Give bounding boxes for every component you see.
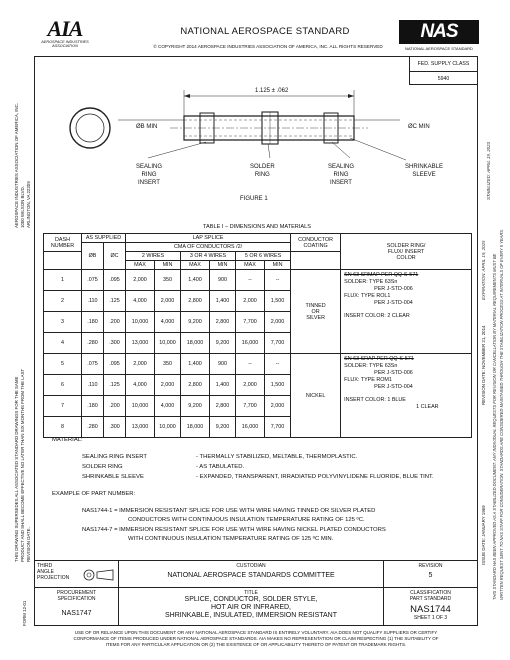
stabilized-note-2: WRITTEN REQUEST SENT TO NAS STAFF FOR CONSIDERATION. STANDARDS ARE CONSIDERED MAINTAINED THROUGH THE STABILIZATION PROCESS AT INTERVALS OF EVERY 5 YEARS. (499, 228, 504, 600)
stabilized-note-1: THIS STANDARD HAS BEEN APPROVED AS A STABILIZED DOCUMENT. ANY INDIVIDUAL REQUESTS FOR REVISION OR CANCELLATION BY MATERIAL REQUIREMENTS MUST BE (492, 253, 497, 600)
header-2-wires: 2 WIRES (126, 252, 181, 261)
table-cell-c: .125 (104, 375, 126, 396)
nas-logo (399, 20, 479, 51)
solder-spec-line: PER J-STD-006 (374, 286, 413, 292)
table-cell-m5x: 16,000 (236, 333, 265, 354)
table-cell-m3n: 900 (210, 354, 236, 375)
coating-cell: TINNED OR SILVER (291, 270, 341, 354)
table-cell-c: .200 (104, 312, 126, 333)
solder-ring-cell (341, 354, 472, 438)
table-cell-m5x: -- (236, 354, 265, 375)
table-cell-b: .280 (82, 417, 104, 438)
table-cell-b: .110 (82, 291, 104, 312)
table-cell-m3x: 2,800 (181, 375, 210, 396)
material-item-desc: - EXPANDED, TRANSPARENT, IRRADIATED POLYVINYLIDENE FLUORIDE, BLUE TINT. (196, 474, 434, 480)
header-lap-splice: LAP SPLICE (126, 234, 291, 243)
procurement-spec: NAS1747 (61, 610, 92, 617)
material-heading: MATERIAL: (52, 437, 83, 443)
page-title: NATIONAL AEROSPACE STANDARD (180, 26, 350, 37)
header-oc: ØC (104, 243, 126, 270)
table-cell-m5n: 1,500 (265, 291, 291, 312)
table-cell-dash: 6 (44, 375, 82, 396)
table-title: TABLE I – DIMENSIONS AND MATERIALS (203, 224, 311, 230)
sealing-ring-insert-label: SEALING RING INSERT (136, 164, 163, 186)
table-cell-c: .200 (104, 396, 126, 417)
solder-spec-line: INSERT COLOR: 1 BLUE (344, 397, 406, 403)
aia-logo-mark: AIA (47, 16, 83, 41)
table-cell-m3n: 2,800 (210, 396, 236, 417)
table-cell-c: .095 (104, 354, 126, 375)
table-cell-dash: 4 (44, 333, 82, 354)
dimension-label: 1.125 ± .062 (255, 88, 289, 94)
table-cell-b: .110 (82, 375, 104, 396)
aia-logo (36, 18, 94, 49)
sealing-ring-label: SEALING RING INSERT (328, 164, 355, 186)
header-dash: DASH NUMBER (44, 234, 82, 252)
table-cell-b: .280 (82, 333, 104, 354)
table-cell-dash: 3 (44, 312, 82, 333)
table-cell-m5x: 2,000 (236, 291, 265, 312)
coating-cell: NICKEL (291, 354, 341, 438)
example-2-line-2: WITH CONTINUOUS INSULATION TEMPERATURE RATING OF 125 ºC MIN. (128, 536, 334, 542)
revision-cell: REVISION 5 (383, 560, 478, 588)
form-number: FORM 12-01 (22, 600, 27, 626)
custodian: NATIONAL AEROSPACE STANDARDS COMMITTEE (167, 572, 335, 579)
solder-spec-line: 1 CLEAR (416, 404, 439, 410)
header-max: MAX (236, 261, 265, 270)
revision: 5 (428, 572, 433, 579)
table-cell-m2n: 4,000 (155, 396, 181, 417)
table-body (44, 270, 472, 438)
table-row (44, 270, 472, 291)
custodian-cell: CUSTODIAN NATIONAL AEROSPACE STANDARDS COMMITTEE (118, 560, 384, 588)
solder-spec-line: PER J-STD-006 (374, 370, 413, 376)
projection-cell: THIRD ANGLE PROJECTION (34, 560, 119, 588)
table-cell-m3n: 1,400 (210, 291, 236, 312)
table-cell-m2n: 350 (155, 270, 181, 291)
table-cell-m2n: 10,000 (155, 333, 181, 354)
table-cell-m2x: 2,000 (126, 270, 155, 291)
solder-spec-line: SN 63 SRMAP PER QQ-S-571 (344, 272, 419, 278)
arrow-left-icon (184, 94, 190, 98)
table-cell-m3x: 18,000 (181, 417, 210, 438)
sheet-number: SHEET 1 OF 3 (413, 615, 448, 621)
table-cell-m3n: 9,200 (210, 333, 236, 354)
supersedes-note: THIS DRAWING SUPERSEDES ALL ASSOCIATED STANDARD DRAWINGS FOR THE SAME PRODUCT AND SHALL BECOME EFFECTIVE NO LATER THAN SIX MONTHS FROM THE LAST REVISION DATE. (14, 368, 31, 562)
solder-spec-line: INSERT COLOR: 2 CLEAR (344, 313, 410, 319)
supply-class-value: 5940 (437, 76, 450, 82)
header-5-6-wires: 5 OR 6 WIRES (236, 252, 291, 261)
header-max: MAX (181, 261, 210, 270)
revision-date: REVISION DATE: NOVEMBER 21, 2014 (481, 325, 486, 405)
table-cell-m2n: 2,000 (155, 291, 181, 312)
table-cell-dash: 2 (44, 291, 82, 312)
table-cell-m2x: 13,000 (126, 417, 155, 438)
table-cell-m5n: 7,700 (265, 417, 291, 438)
header-solder-ring: SOLDER RING/ FLUX/ INSERT COLOR (341, 234, 472, 270)
table-cell-c: .125 (104, 291, 126, 312)
header-conductor: CONDUCTOR COATING (291, 234, 341, 252)
table-cell-m2x: 4,000 (126, 375, 155, 396)
procurement-cell: PROCUREMENT SPECIFICATION NAS1747 (34, 587, 119, 626)
table-cell-b: .180 (82, 396, 104, 417)
aia-logo-sub: AEROSPACE INDUSTRIES (41, 40, 89, 44)
example-1-line-2: CONDUCTORS WITH CONTINUOUS INSULATION TEMPERATURE RATING OF 125 ºC. (128, 517, 365, 523)
table-cell-dash: 7 (44, 396, 82, 417)
material-item-desc: - AS TABULATED. (196, 464, 245, 470)
table-cell-m2x: 4,000 (126, 291, 155, 312)
table-cell-m3x: 1,400 (181, 270, 210, 291)
table-cell-m5n: 7,700 (265, 333, 291, 354)
material-item-name: SOLDER RING (82, 464, 123, 470)
example-1-line-1: NAS1744-1 = IMMERSION RESISTANT SPLICE FOR USE WITH WIRE HAVING TINNED OR SILVER PLATED (82, 508, 376, 514)
table-cell-b: .075 (82, 270, 104, 291)
part-number: NAS1744 (410, 604, 451, 615)
table-cell-m3x: 2,800 (181, 291, 210, 312)
solder-spec-line: SOLDER: TYPE 63Sn (344, 363, 398, 369)
header-cma: CMA OF CONDUCTORS /2/ (126, 243, 291, 252)
expiration-stamp: EXPIRATION: APRIL 19, 2025 (481, 240, 486, 300)
table-cell-m3x: 1,400 (181, 354, 210, 375)
table-cell-m2n: 10,000 (155, 417, 181, 438)
material-item-desc: - THERMALLY STABILIZED, MELTABLE, THERMOPLASTIC. (196, 454, 358, 460)
table-cell-m5n: -- (265, 354, 291, 375)
example-2-line-1: NAS1744-7 = IMMERSION RESISTANT SPLICE FOR USE WITH WIRE HAVING NICKEL PLATED CONDUCTORS (82, 527, 386, 533)
shrinkable-sleeve-label: SHRINKABLE SLEEVE (405, 164, 444, 178)
solder-spec-line: PER J-STD-004 (374, 300, 413, 306)
issue-date: ISSUE DATE: JANUARY 1969 (481, 505, 486, 565)
solder-spec-line: PER J-STD-004 (374, 384, 413, 390)
oc-min-label: ØC MIN (408, 124, 430, 130)
header-3-4-wires: 3 OR 4 WIRES (181, 252, 236, 261)
table-cell-m3x: 9,200 (181, 396, 210, 417)
header-min: MIN (210, 261, 236, 270)
table-cell-c: .095 (104, 270, 126, 291)
table-cell-m3n: 2,800 (210, 312, 236, 333)
table-cell-dash: 5 (44, 354, 82, 375)
table-cell-m3n: 9,200 (210, 417, 236, 438)
table-cell-m3x: 9,200 (181, 312, 210, 333)
nas-logo-mark: NAS (399, 20, 479, 44)
copyright: © COPYRIGHT 2014 AEROSPACE INDUSTRIES ASSOCIATION OF AMERICA, INC. ALL RIGHTS RESERVED (153, 44, 383, 49)
header-min: MIN (265, 261, 291, 270)
header-as-supplied: AS SUPPLIED (82, 234, 126, 243)
solder-spec-line: SOLDER: TYPE 63Sn (344, 279, 398, 285)
table-cell-m5n: -- (265, 270, 291, 291)
table-cell-dash: 1 (44, 270, 82, 291)
part-title: SPLICE, CONDUCTOR, SOLDER STYLE, HOT AIR OR INFRARED, SHRINKABLE, INSULATED, IMMERSION RESISTANT (164, 596, 338, 619)
material-item-name: SEALING RING INSERT (82, 454, 148, 460)
header-ob: ØB (82, 243, 104, 270)
table-cell-m2n: 350 (155, 354, 181, 375)
figure-1-drawing (50, 80, 470, 210)
classification-cell: CLASSIFICATION PART STANDARD NAS1744 SHEET 1 OF 3 (383, 587, 478, 626)
table-cell-m5x: 16,000 (236, 417, 265, 438)
table-cell-b: .075 (82, 354, 104, 375)
example-heading: EXAMPLE OF PART NUMBER: (52, 491, 136, 497)
stabilized-stamp: STABILIZED: APRIL 19, 2023 (486, 141, 491, 200)
table-cell-m5x: -- (236, 270, 265, 291)
material-item-name: SHRINKABLE SLEEVE (82, 474, 144, 480)
solder-spec-line: SN 63 SRAP PER QQ-S-571 (344, 356, 414, 362)
table-cell-m2n: 2,000 (155, 375, 181, 396)
figure-caption: FIGURE 1 (240, 196, 268, 202)
nas-logo-sub: NATIONAL AEROSPACE STANDARD (405, 46, 473, 51)
table-cell-m5x: 7,700 (236, 312, 265, 333)
table-cell-m2x: 10,000 (126, 396, 155, 417)
table-cell-m5x: 7,700 (236, 396, 265, 417)
table-cell-m3x: 18,000 (181, 333, 210, 354)
solder-ring-cell (341, 270, 472, 354)
table-cell-m2n: 4,000 (155, 312, 181, 333)
table-cell-b: .180 (82, 312, 104, 333)
ob-min-label: ØB MIN (136, 124, 158, 130)
table-cell-m5n: 2,000 (265, 312, 291, 333)
table-cell-m5x: 2,000 (236, 375, 265, 396)
table-cell-m2x: 10,000 (126, 312, 155, 333)
table-cell-m5n: 1,500 (265, 375, 291, 396)
solder-ring-label: SOLDER RING (250, 164, 275, 178)
aia-logo-sub2: ASSOCIATION (52, 44, 78, 49)
aia-address: AEROSPACE INDUSTRIES ASSOCIATION OF AMERICA, INC. 1000 WILSON BLVD. ARLINGTON, VA 22209 (14, 103, 31, 228)
dimensions-table (43, 233, 472, 438)
projection-icon (83, 569, 117, 581)
table-cell-m2x: 13,000 (126, 333, 155, 354)
table-cell-m3n: 900 (210, 270, 236, 291)
table-cell-m3n: 1,400 (210, 375, 236, 396)
arrow-right-icon (348, 94, 354, 98)
title-cell: TITLE SPLICE, CONDUCTOR, SOLDER STYLE, HOT AIR OR INFRARED, SHRINKABLE, INSULATED, IMMERSION RESISTANT (118, 587, 384, 626)
solder-spec-line: FLUX: TYPE ROL1 (344, 293, 391, 299)
supply-class-label: FED. SUPPLY CLASS (410, 57, 477, 72)
header-min: MIN (155, 261, 181, 270)
table-row (44, 354, 472, 375)
table-cell-dash: 8 (44, 417, 82, 438)
footer-disclaimer: USE OF OR RELIANCE UPON THIS DOCUMENT OR ANY NATIONAL AEROSPACE STANDARD IS ENTIRELY VOLUNTARY. AIA DOES NOT QUALIFY SUPPLIERS OR CERTIFY CONFORMANCE OF ITEMS PRODUCED UNDER NATIONAL AEROSPACE STANDARDS. AIA MAKES NO REPRESENTATION OR CLAIM RESPECTING (1) THE SUITABILITY OF ITEMS FOR ANY PARTICULAR APPLICATION OR (2) THE EXISTENCE OF OR APPLICABILITY THERETO OF PATENT OR TRADEMARK RIGHTS. (73, 630, 439, 647)
table-cell-m2x: 2,000 (126, 354, 155, 375)
solder-spec-line: FLUX: TYPE ROM1 (344, 377, 392, 383)
header-max: MAX (126, 261, 155, 270)
table-cell-c: .300 (104, 417, 126, 438)
table-cell-c: .300 (104, 333, 126, 354)
table-cell-m5n: 2,000 (265, 396, 291, 417)
end-view-inner (76, 114, 104, 142)
